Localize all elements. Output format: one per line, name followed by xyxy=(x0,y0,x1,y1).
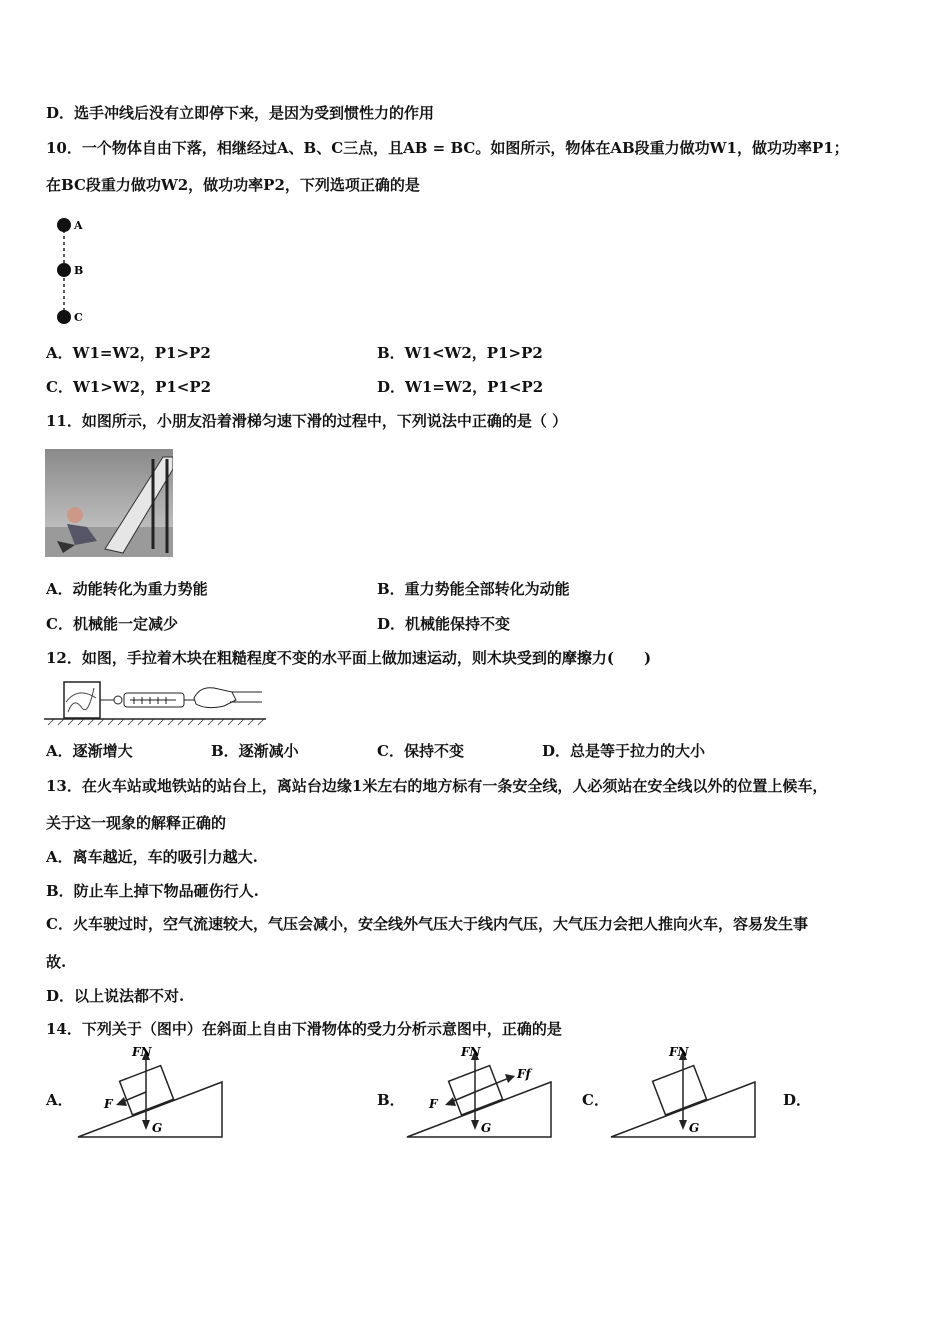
label-a: A xyxy=(74,219,83,232)
q14-diagram-c xyxy=(609,1044,761,1140)
q13-stem-line2: 关于这一现象的解释正确的 xyxy=(46,814,227,832)
label-c: C xyxy=(74,311,83,324)
force-g-label: G xyxy=(689,1121,700,1135)
q10-option-a: A．W1=W2，P1>P2 xyxy=(46,344,211,362)
q10-stem-line2: 在BC段重力做功W2，做功功率P2，下列选项正确的是 xyxy=(46,176,420,194)
q11-stem: 11．如图所示，小朋友沿着滑梯匀速下滑的过程中，下列说法中正确的是（ ） xyxy=(46,412,568,430)
force-f-label: F xyxy=(429,1097,438,1111)
q14-option-c-label: C． xyxy=(582,1091,609,1109)
q14-option-a-label: A． xyxy=(46,1091,73,1109)
q14-diagram-b xyxy=(405,1044,557,1140)
q12-option-d: D．总是等于拉力的大小 xyxy=(542,742,706,760)
force-f-label: F xyxy=(104,1097,113,1111)
q11-option-a: A．动能转化为重力势能 xyxy=(46,580,208,598)
force-fn-label: FN xyxy=(669,1045,689,1059)
force-g-label: G xyxy=(481,1121,492,1135)
point-a xyxy=(57,218,71,232)
q14-diagram-a xyxy=(76,1044,228,1140)
q13-option-c-line2: 故. xyxy=(46,953,67,971)
q10-stem-line1: 10．一个物体自由下落，相继经过A、B、C三点，且AB = BC。如图所示，物体在AB段重力做功W1，做功功率P1； xyxy=(46,139,849,157)
label-b: B xyxy=(74,264,84,277)
q13-option-b: B．防止车上掉下物品砸伤行人. xyxy=(46,882,259,900)
q11-option-c: C．机械能一定减少 xyxy=(46,615,178,633)
q14-option-b-label: B． xyxy=(377,1091,405,1109)
q10-option-d: D．W1=W2，P1<P2 xyxy=(377,378,544,396)
q10-falling-object-figure xyxy=(52,214,102,326)
q14-stem: 14．下列关于（图中）在斜面上自由下滑物体的受力分析示意图中，正确的是 xyxy=(46,1020,562,1038)
q13-option-a: A．离车越近，车的吸引力越大. xyxy=(46,848,258,866)
wood-block xyxy=(64,682,100,718)
q10-option-b: B．W1<W2，P1>P2 xyxy=(377,344,543,362)
point-c xyxy=(57,310,71,324)
point-b xyxy=(57,263,71,277)
q11-slide-photo xyxy=(45,449,173,557)
force-fn-label: FN xyxy=(132,1045,152,1059)
q12-stem: 12．如图，手拉着木块在粗糙程度不变的水平面上做加速运动，则木块受到的摩擦力( ) xyxy=(46,649,652,667)
q12-block-pull-figure xyxy=(44,678,268,726)
q14-option-d-label: D． xyxy=(783,1091,812,1109)
q10-option-c: C．W1>W2，P1<P2 xyxy=(46,378,212,396)
force-g-label: G xyxy=(152,1121,163,1135)
q12-option-c: C．保持不变 xyxy=(377,742,464,760)
q13-stem-line1: 13．在火车站或地铁站的站台上，离站台边缘1米左右的地方标有一条安全线，人必须站在安全线以外的位置上候车， xyxy=(46,777,828,795)
q13-option-c-line1: C．火车驶过时，空气流速较大，气压会减小，安全线外气压大于线内气压，大气压力会把人推向火车，容易发生事 xyxy=(46,915,808,933)
force-fn-label: FN xyxy=(461,1045,481,1059)
q9-option-d: D．选手冲线后没有立即停下来，是因为受到惯性力的作用 xyxy=(46,104,435,122)
q11-option-b: B．重力势能全部转化为动能 xyxy=(377,580,570,598)
q12-option-b: B．逐渐减小 xyxy=(211,742,299,760)
q12-option-a: A．逐渐增大 xyxy=(46,742,133,760)
force-ff-label: Ff xyxy=(517,1067,531,1081)
hand-icon xyxy=(194,688,236,708)
q11-option-d: D．机械能保持不变 xyxy=(377,615,511,633)
q13-option-d: D．以上说法都不对. xyxy=(46,987,185,1005)
